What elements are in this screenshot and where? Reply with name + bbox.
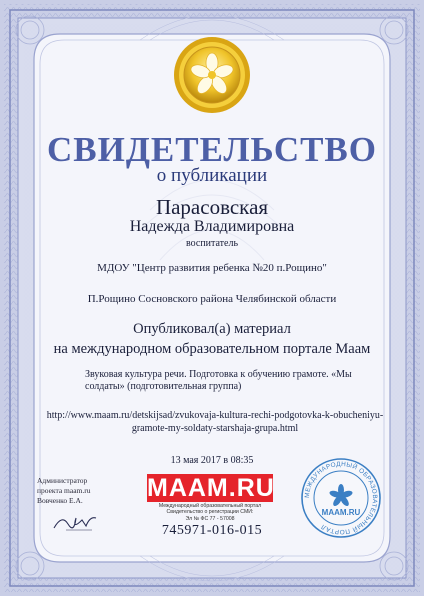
maam-logo: MAAM.RU bbox=[147, 474, 275, 502]
published-line-1: Опубликовал(а) материал bbox=[133, 321, 291, 337]
recipient-organization: МДОУ "Центр развития ребенка №20 п.Рощино" bbox=[97, 262, 327, 274]
admin-line-1: Администратор bbox=[37, 476, 88, 485]
logo-caption-line-3: Эл № ФС 77 - 57008 bbox=[185, 515, 235, 522]
admin-line-2: проекта maam.ru bbox=[37, 486, 91, 495]
admin-line-3: Вовченко Е.А. bbox=[37, 496, 83, 505]
certificate-number: 745971-016-015 bbox=[161, 523, 263, 538]
material-url[interactable]: http://www.maam.ru/detskijsad/zvukovaja-kultura-rechi-podgotovka-k-obucheniyu-gramote-my-soldaty-starshaja-grupa.html bbox=[46, 410, 384, 434]
stamp-center-text: MAAM.RU bbox=[321, 508, 361, 517]
published-line-2: на международном образовательном портале Маам bbox=[53, 341, 371, 357]
certificate-subtitle: о публикации bbox=[156, 165, 268, 186]
portal-stamp-icon bbox=[300, 457, 382, 539]
publication-date: 13 мая 2017 в 08:35 bbox=[170, 455, 254, 466]
certificate-title: СВИДЕТЕЛЬСТВО bbox=[46, 130, 378, 169]
material-topic: Звуковая культура речи. Подготовка к обучению грамоте. «Мы солдаты» (подготовительная группа) bbox=[85, 369, 352, 392]
gold-medal-icon bbox=[173, 36, 251, 114]
recipient-surname: Парасовская bbox=[155, 195, 269, 219]
stamp-ring-text: МЕЖДУНАРОДНЫЙ ОБРАЗОВАТЕЛЬНЫЙ ПОРТАЛ bbox=[303, 460, 379, 536]
recipient-position: воспитатель bbox=[185, 238, 239, 249]
logo-caption-line-1: Международный образовательный портал bbox=[158, 503, 262, 509]
logo-caption bbox=[140, 503, 280, 522]
logo-caption-line-2: Свидетельство о регистрации СМИ: bbox=[166, 509, 254, 516]
admin-block bbox=[37, 476, 91, 506]
recipient-name: Надежда Владимировна bbox=[129, 218, 295, 235]
recipient-location: П.Рощино Сосновского района Челябинской области bbox=[87, 293, 337, 305]
